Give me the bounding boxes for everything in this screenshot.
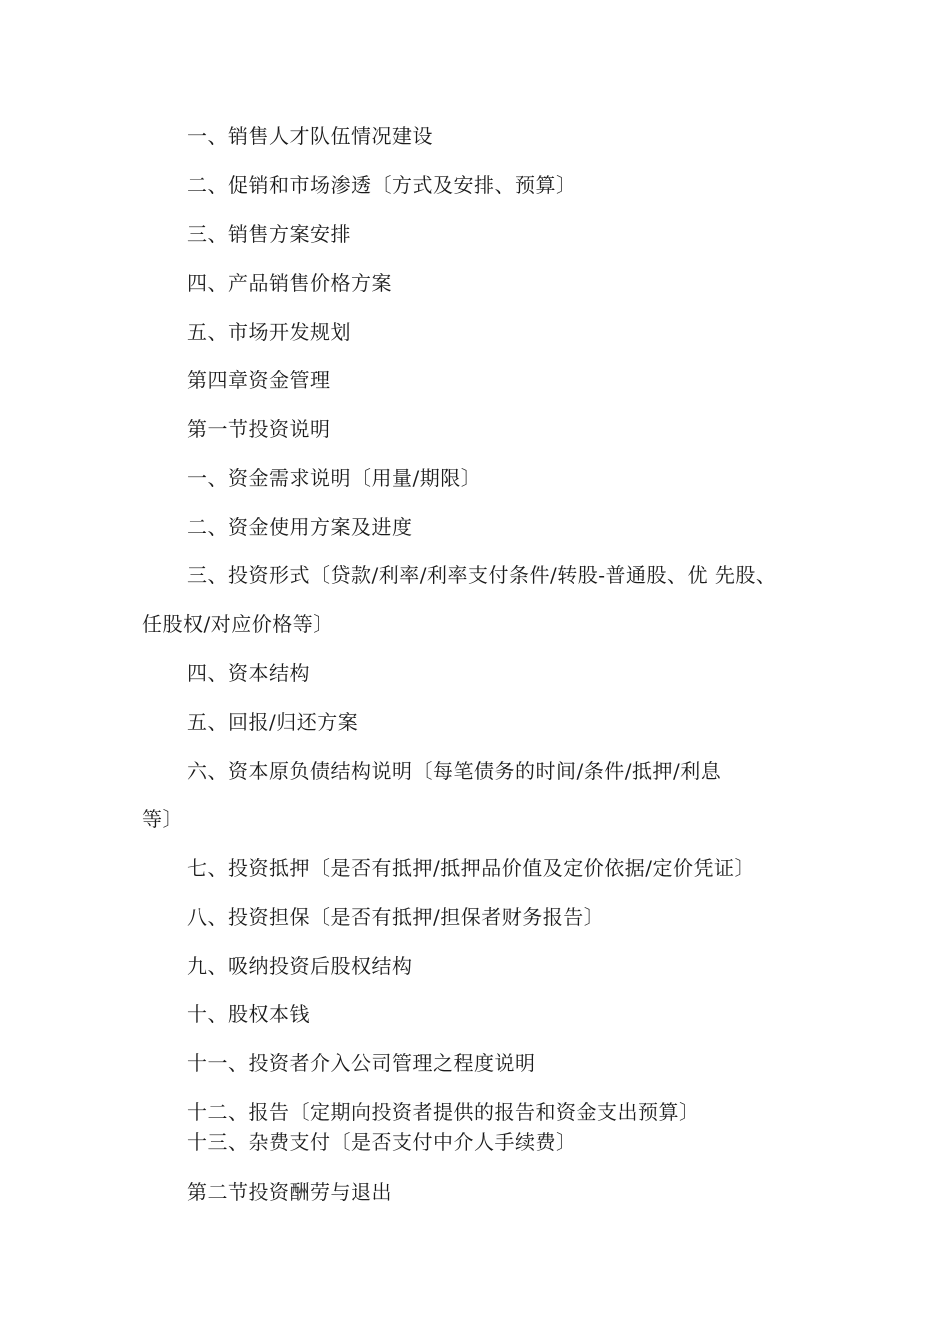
list-item-investment-form-cont: 任股权/对应价格等〕 <box>142 612 334 636</box>
section-heading-2: 第二节投资酬劳与退出 <box>187 1180 392 1204</box>
list-item-market-dev: 五、市场开发规划 <box>187 320 351 344</box>
list-item-sales-plan: 三、销售方案安排 <box>187 222 351 246</box>
list-item-investor-involvement: 十一、投资者介入公司管理之程度说明 <box>187 1051 536 1075</box>
section-heading-1: 第一节投资说明 <box>187 417 331 441</box>
list-item-promotion: 二、促销和市场渗透〔方式及安排、预算〕 <box>187 173 577 197</box>
list-item-equity-cost: 十、股权本钱 <box>187 1002 310 1026</box>
list-item-fees: 十三、杂费支付〔是否支付中介人手续费〕 <box>187 1130 577 1154</box>
list-item-collateral: 七、投资抵押〔是否有抵押/抵押品价值及定价依据/定价凭证〕 <box>187 856 755 880</box>
list-item-return-plan: 五、回报/归还方案 <box>187 710 359 734</box>
list-item-investment-form: 三、投资形式〔贷款/利率/利率支付条件/转股-普通股、优 先股、 <box>187 563 777 587</box>
list-item-pricing: 四、产品销售价格方案 <box>187 271 392 295</box>
list-item-equity-after: 九、吸纳投资后股权结构 <box>187 954 413 978</box>
list-item-debt-structure: 六、资本原负债结构说明〔每笔债务的时间/条件/抵押/利息 <box>187 759 722 783</box>
list-item-funding-need: 一、资金需求说明〔用量/期限〕 <box>187 466 482 490</box>
list-item-capital-structure: 四、资本结构 <box>187 661 310 685</box>
list-item-debt-structure-cont: 等〕 <box>142 807 183 831</box>
list-item-fund-usage: 二、资金使用方案及进度 <box>187 515 413 539</box>
list-item-guarantee: 八、投资担保〔是否有抵押/担保者财务报告〕 <box>187 905 605 929</box>
chapter-heading: 第四章资金管理 <box>187 368 331 392</box>
list-item-reporting: 十二、报告〔定期向投资者提供的报告和资金支出预算〕 <box>187 1100 700 1124</box>
list-item-sales-team: 一、销售人才队伍情况建设 <box>187 124 433 148</box>
